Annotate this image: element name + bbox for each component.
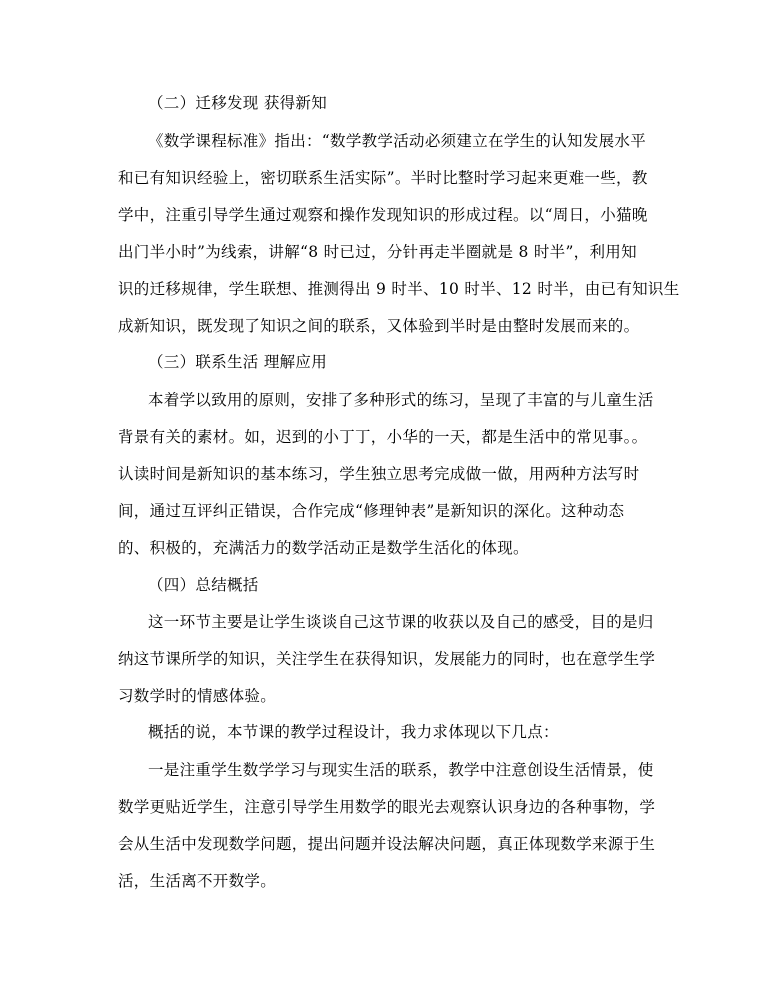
paragraph-line: 出门半小时”为线索，讲解“8 时已过，分针再走半圈就是 8 时半”，利用知 xyxy=(118,243,637,261)
paragraph-line: 学中，注重引导学生通过观察和操作发现知识的形成过程。以“周日，小猫晚 xyxy=(118,206,648,224)
paragraph-line: 识的迁移规律，学生联想、推测得出 9 时半、10 时半、12 时半，由已有知识生 xyxy=(118,280,680,298)
paragraph-line: 纳这节课所学的知识，关注学生在获得知识，发展能力的同时，也在意学生学 xyxy=(118,650,656,668)
heading-section-2: （二）迁移发现 获得新知 xyxy=(148,94,328,112)
paragraph-line: 活，生活离不开数学。 xyxy=(118,872,277,890)
heading-section-3: （三）联系生活 理解应用 xyxy=(148,353,328,371)
paragraph-line: 概括的说，本节课的教学过程设计，我力求体现以下几点： xyxy=(148,723,559,741)
paragraph-line: 本着学以致用的原则，安排了多种形式的练习，呈现了丰富的与儿童生活 xyxy=(148,391,654,409)
paragraph-line: 认读时间是新知识的基本练习，学生独立思考完成做一做，用两种方法写时 xyxy=(118,465,640,483)
paragraph-line: 数学更贴近学生，注意引导学生用数学的眼光去观察认识身边的各种事物，学 xyxy=(118,798,656,816)
paragraph-line: 和已有知识经验上，密切联系生活实际”。半时比整时学习起来更难一些，教 xyxy=(118,169,648,187)
paragraph-line: 习数学时的情感体验。 xyxy=(118,687,277,705)
paragraph-line: 背景有关的素材。如，迟到的小丁丁，小华的一天，都是生活中的常见事。。 xyxy=(118,428,648,446)
paragraph-line: 的、积极的，充满活力的数学活动正是数学生活化的体现。 xyxy=(118,539,529,557)
heading-section-4: （四）总结概括 xyxy=(148,576,259,594)
paragraph-line: 《数学课程标准》指出：“数学教学活动必须建立在学生的认知发展水平 xyxy=(148,132,647,150)
paragraph-line: 会从生活中发现数学问题，提出问题并设法解决问题，真正体现数学来源于生 xyxy=(118,835,656,853)
paragraph-line: 这一环节主要是让学生谈谈自己这节课的收获以及自己的感受，目的是归 xyxy=(148,613,654,631)
paragraph-line: 间，通过互评纠正错误，合作完成“修理钟表”是新知识的深化。这种动态 xyxy=(118,502,625,520)
paragraph-line: 成新知识，既发现了知识之间的联系，又体验到半时是由整时发展而来的。 xyxy=(118,317,640,335)
paragraph-line: 一是注重学生数学学习与现实生活的联系，教学中注意创设生活情景，使 xyxy=(148,761,654,779)
